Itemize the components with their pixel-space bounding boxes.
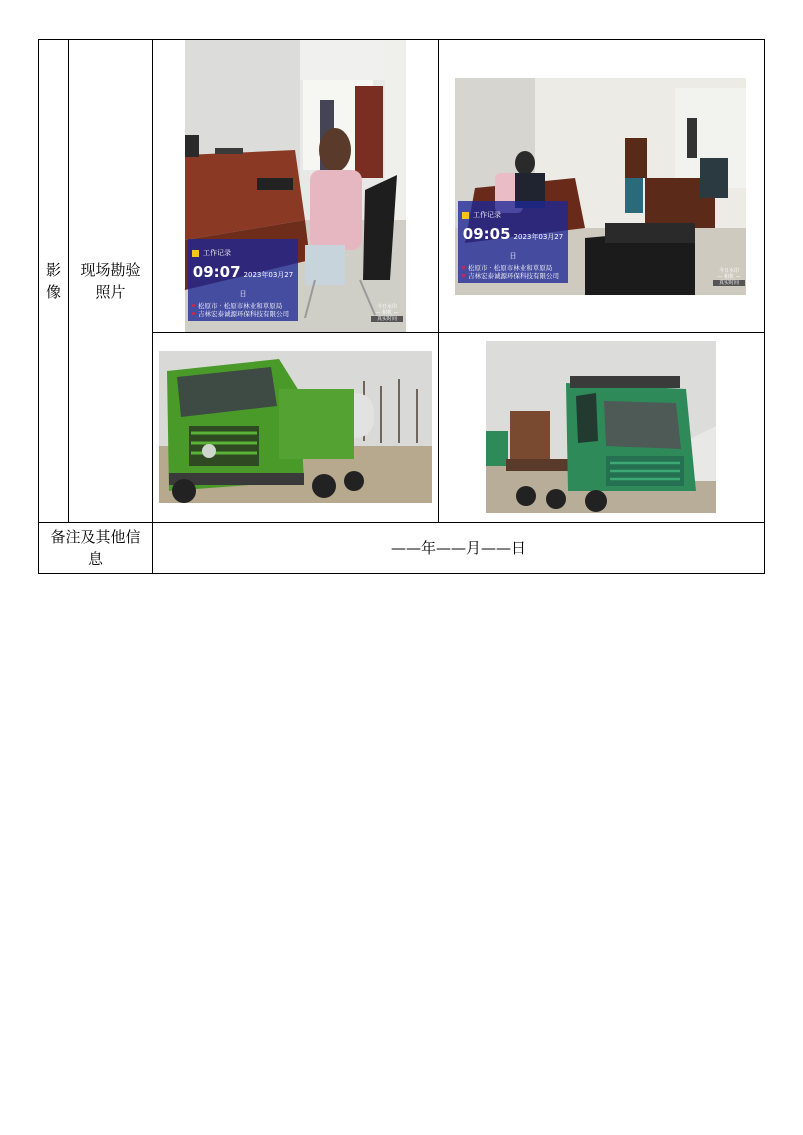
record-location: 松原市 · 松原市林业和草原局 [198,302,283,310]
company-pin-icon-2 [462,274,465,277]
record-location-2: 松原市 · 松原市林业和草原局 [468,264,553,272]
record-flag-icon [192,250,199,257]
record-company-2: 吉林宏泰诚源环保科技有限公司 [468,272,559,280]
brand-line2: — 相机 — [375,310,399,316]
watermark-card-2 [458,201,568,283]
remarks-label-line1: 备注及其他信 [50,528,141,546]
flatbed-truck-photo [486,341,716,513]
photo-cell-truck-2 [439,333,765,523]
location-pin-icon-2 [462,266,465,269]
office-photo-2 [455,78,746,295]
company-pin-icon [192,312,195,315]
record-flag-icon-2 [462,212,469,219]
remarks-label-line2: 息 [87,550,103,568]
brand-line1-2: 今日水印 [718,268,739,274]
photo-cell-truck-1 [153,333,439,523]
photos-label-line1: 现场勘验 [80,261,141,279]
record-time: 09:07 [192,263,241,281]
section-label-cell [39,40,69,523]
photo-cell-office-2 [439,40,765,333]
brand-line2-2: — 相机 — [717,274,741,280]
watermark-card-1 [188,239,298,321]
record-time-2: 09:05 [462,225,511,243]
tanker-truck-image [159,351,432,503]
photos-label-cell [69,40,153,523]
record-company: 吉林宏泰诚源环保科技有限公司 [198,310,289,318]
signature-date-line: ——年——月——日 [390,539,526,557]
record-date-2: 2023年03月27日 [509,233,564,260]
remarks-label-cell [39,523,153,574]
office-photo-1 [185,40,406,332]
watermark-brand-1 [371,304,403,322]
location-pin-icon [192,304,195,307]
photo-cell-office-1 [153,40,439,333]
record-title-2: 工作记录 [473,211,501,219]
section-label: 影像 [45,261,61,301]
record-title: 工作记录 [203,249,231,257]
inspection-form-table [38,39,765,574]
photos-label-line2: 照片 [95,283,126,301]
brand-line3: 真实时间 [371,316,403,322]
remarks-value-cell [153,523,765,574]
flatbed-truck-image [486,341,716,513]
record-date: 2023年03月27日 [239,271,294,298]
watermark-brand-2 [713,268,745,286]
brand-line3-2: 真实时间 [713,280,745,286]
brand-line1: 今日水印 [376,304,397,310]
tanker-truck-photo [159,351,432,503]
